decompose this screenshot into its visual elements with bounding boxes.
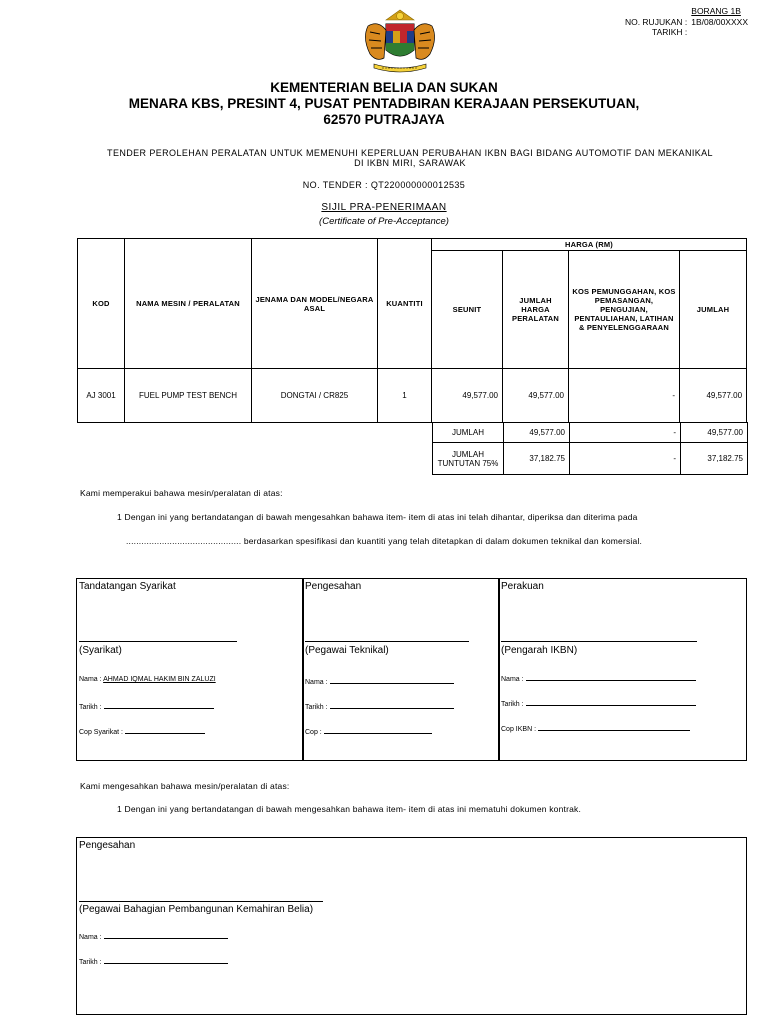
box-title: Pengesahan bbox=[305, 581, 362, 592]
role-label: (Syarikat) bbox=[79, 645, 122, 656]
statement1-cont: ............................................. berdasarkan spesifikasi dan kuantiti yang telah ditetapkan di dalam dokumen teknikal dan komersial. bbox=[126, 536, 643, 546]
signature-line[interactable] bbox=[79, 901, 323, 902]
signature-line[interactable] bbox=[79, 641, 237, 642]
stamp-input[interactable] bbox=[324, 726, 432, 734]
stamp-input[interactable] bbox=[538, 723, 690, 731]
box-title: Tandatangan Syarikat bbox=[79, 581, 176, 592]
name-label: Nama : bbox=[305, 679, 328, 686]
reference-label: NO. RUJUKAN : bbox=[624, 16, 688, 27]
box-title: Pengesahan bbox=[79, 840, 136, 851]
name-field bbox=[79, 676, 216, 683]
table-row bbox=[78, 369, 747, 423]
header-kuantiti: KUANTITI bbox=[378, 239, 432, 369]
role-label: (Pengarah IKBN) bbox=[501, 645, 578, 656]
claim-jumlah: 37,182.75 bbox=[681, 443, 748, 475]
date-field bbox=[79, 701, 214, 711]
claim-label: JUMLAH TUNTUTAN 75% bbox=[433, 443, 504, 475]
name-label: Nama : bbox=[79, 934, 102, 941]
date-label: Tarikh : bbox=[501, 701, 524, 708]
signature-box-youth-dev bbox=[76, 837, 747, 1015]
date-input[interactable] bbox=[104, 701, 214, 709]
header-kod: KOD bbox=[78, 239, 125, 369]
coat-of-arms-icon bbox=[356, 6, 444, 78]
statement1-intro: Kami memperakui bahawa mesin/peralatan di atas: bbox=[80, 488, 283, 498]
reference-block bbox=[617, 6, 748, 38]
box-title: Perakuan bbox=[501, 581, 544, 592]
ministry-name: KEMENTERIAN BELIA DAN SUKAN bbox=[270, 80, 498, 95]
table-row bbox=[433, 423, 748, 443]
signature-box-director bbox=[498, 578, 747, 761]
total-jumlah-harga: 49,577.00 bbox=[504, 423, 570, 443]
stamp-field bbox=[501, 723, 690, 733]
claim-kos: - bbox=[570, 443, 681, 475]
name-value[interactable]: AHMAD IQMAL HAKIM BIN ZALUZI bbox=[103, 676, 216, 683]
header-harga: HARGA (RM) bbox=[432, 239, 747, 251]
signature-box-technical bbox=[302, 578, 500, 761]
name-field bbox=[501, 673, 696, 683]
stamp-field bbox=[79, 726, 205, 736]
ministry-postcode: 62570 PUTRAJAYA bbox=[323, 112, 445, 127]
role-label: (Pegawai Bahagian Pembangunan Kemahiran Belia) bbox=[79, 904, 314, 915]
date-label: TARIKH : bbox=[652, 27, 688, 37]
name-input[interactable] bbox=[526, 673, 696, 681]
date-field bbox=[501, 698, 696, 708]
cell-seunit: 49,577.00 bbox=[432, 369, 503, 423]
stamp-input[interactable] bbox=[125, 726, 205, 734]
total-jumlah: 49,577.00 bbox=[681, 423, 748, 443]
date-input[interactable] bbox=[330, 701, 454, 709]
date-label: Tarikh : bbox=[79, 704, 102, 711]
cell-nama: FUEL PUMP TEST BENCH bbox=[125, 369, 252, 423]
role-label: (Pegawai Teknikal) bbox=[305, 645, 389, 656]
date-field bbox=[305, 701, 454, 711]
tender-title-line2: DI IKBN MIRI, SARAWAK bbox=[354, 158, 466, 168]
signature-line[interactable] bbox=[501, 641, 697, 642]
date-input[interactable] bbox=[104, 956, 228, 964]
totals-table bbox=[432, 422, 748, 475]
cell-jumlah-harga: 49,577.00 bbox=[503, 369, 569, 423]
items-table bbox=[77, 238, 747, 423]
stamp-label: Cop Syarikat : bbox=[79, 729, 123, 736]
statement2-intro: Kami mengesahkan bahawa mesin/peralatan di atas: bbox=[80, 781, 290, 791]
total-kos: - bbox=[570, 423, 681, 443]
claim-jumlah-harga: 37,182.75 bbox=[504, 443, 570, 475]
cell-jumlah: 49,577.00 bbox=[680, 369, 747, 423]
cell-kuantiti: 1 bbox=[378, 369, 432, 423]
cell-kod: AJ 3001 bbox=[78, 369, 125, 423]
statement1-item: 1 Dengan ini yang bertandatangan di bawah mengesahkan bahawa item- item di atas ini telah dihantar, diperiksa dan diterima pada bbox=[117, 512, 638, 522]
header-jenama: JENAMA DAN MODEL/NEGARA ASAL bbox=[252, 239, 378, 369]
cell-kos: - bbox=[569, 369, 680, 423]
statement2-item: 1 Dengan ini yang bertandatangan di bawah mengesahkan bahawa item- item di atas ini mematuhi dokumen kontrak. bbox=[117, 804, 582, 814]
table-row bbox=[433, 443, 748, 475]
ministry-address: MENARA KBS, PRESINT 4, PUSAT PENTADBIRAN KERAJAAN PERSEKUTUAN, bbox=[128, 96, 640, 111]
reference-value: 1B/08/00XXXX bbox=[691, 16, 748, 27]
stamp-label: Cop : bbox=[305, 729, 322, 736]
cell-jenama: DONGTAI / CR825 bbox=[252, 369, 378, 423]
header-nama: NAMA MESIN / PERALATAN bbox=[125, 239, 252, 369]
name-field bbox=[305, 676, 454, 686]
certificate-title: SIJIL PRA-PENERIMAAN bbox=[321, 202, 447, 213]
signature-box-company bbox=[76, 578, 304, 761]
date-label: Tarikh : bbox=[79, 959, 102, 966]
total-label: JUMLAH bbox=[433, 423, 504, 443]
form-code: BORANG 1B bbox=[691, 6, 741, 16]
name-input[interactable] bbox=[330, 676, 454, 684]
signature-line[interactable] bbox=[305, 641, 469, 642]
header-kos: KOS PEMUNGGAHAN, KOS PEMASANGAN, PENGUJIAN, PENTAULIAHAN, LATIHAN & PENYELENGGARAAN bbox=[569, 251, 680, 369]
header-jumlah: JUMLAH bbox=[680, 251, 747, 369]
date-label: Tarikh : bbox=[305, 704, 328, 711]
stamp-label: Cop IKBN : bbox=[501, 726, 537, 733]
date-input[interactable] bbox=[526, 698, 696, 706]
header-seunit: SEUNIT bbox=[432, 251, 503, 369]
name-input[interactable] bbox=[104, 931, 228, 939]
name-field bbox=[79, 931, 228, 941]
date-field bbox=[79, 956, 228, 966]
header-jumlah-harga: JUMLAH HARGA PERALATAN bbox=[503, 251, 569, 369]
stamp-field bbox=[305, 726, 432, 736]
name-label: Nama : bbox=[79, 676, 102, 683]
tender-title-line1: TENDER PEROLEHAN PERALATAN UNTUK MEMENUHI KEPERLUAN PERUBAHAN IKBN BAGI BIDANG AUTOMOTIF DAN MEKANIKAL bbox=[107, 148, 713, 158]
name-label: Nama : bbox=[501, 676, 524, 683]
certificate-subtitle: (Certificate of Pre-Acceptance) bbox=[319, 216, 449, 227]
tender-number: NO. TENDER : QT220000000012535 bbox=[302, 180, 466, 190]
